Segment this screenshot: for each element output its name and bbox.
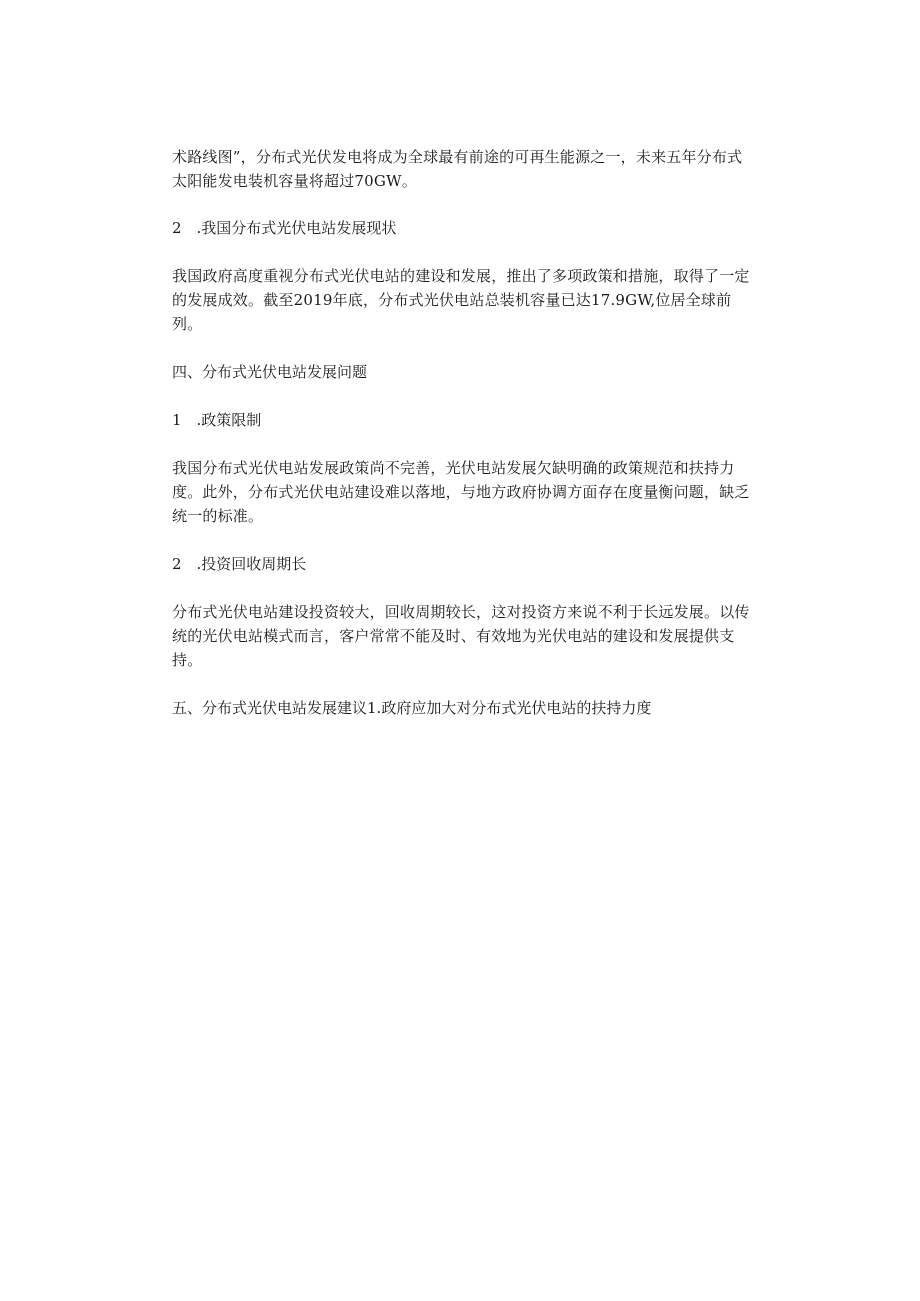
subheading-policy-limits: 1 .政策限制 (172, 411, 262, 429)
section-heading-suggestions: 五、分布式光伏电站发展建议1.政府应加大对分布式光伏电站的扶持力度 (172, 699, 652, 717)
spacer (172, 672, 750, 696)
paragraph-renewable-outlook: 术路线图”，分布式光伏发电将成为全球最有前途的可再生能源之一，未来五年分布式太阳能发电装机容量将超过70GW。 (172, 148, 743, 190)
spacer (172, 576, 750, 600)
subheading-current-status: 2 .我国分布式光伏电站发展现状 (172, 219, 397, 237)
subheading-investment-payback: 2 .投资回收周期长 (172, 555, 307, 573)
spacer (172, 384, 750, 408)
paragraph-china-status: 我国政府高度重视分布式光伏电站的建设和发展，推出了多项政策和措施，取得了一定的发展成效。截至2019年底，分布式光伏电站总装机容量已达17.9GW,位居全球前列。 (172, 267, 750, 333)
spacer (172, 432, 750, 456)
paragraph-investment-payback: 分布式光伏电站建设投资较大，回收周期较长，这对投资方来说不利于长远发展。以传统的光伏电站模式而言，客户常常不能及时、有效地为光伏电站的建设和发展提供支持。 (172, 603, 750, 669)
spacer (172, 240, 750, 264)
document-page (172, 145, 750, 720)
paragraph-policy-limits: 我国分布式光伏电站发展政策尚不完善，光伏电站发展欠缺明确的政策规范和扶持力度。此外，分布式光伏电站建设难以落地，与地方政府协调方面存在度量衡问题，缺乏统一的标准。 (172, 459, 750, 525)
spacer (172, 528, 750, 552)
section-heading-problems: 四、分布式光伏电站发展问题 (172, 363, 368, 381)
spacer (172, 336, 750, 360)
spacer (172, 193, 750, 216)
